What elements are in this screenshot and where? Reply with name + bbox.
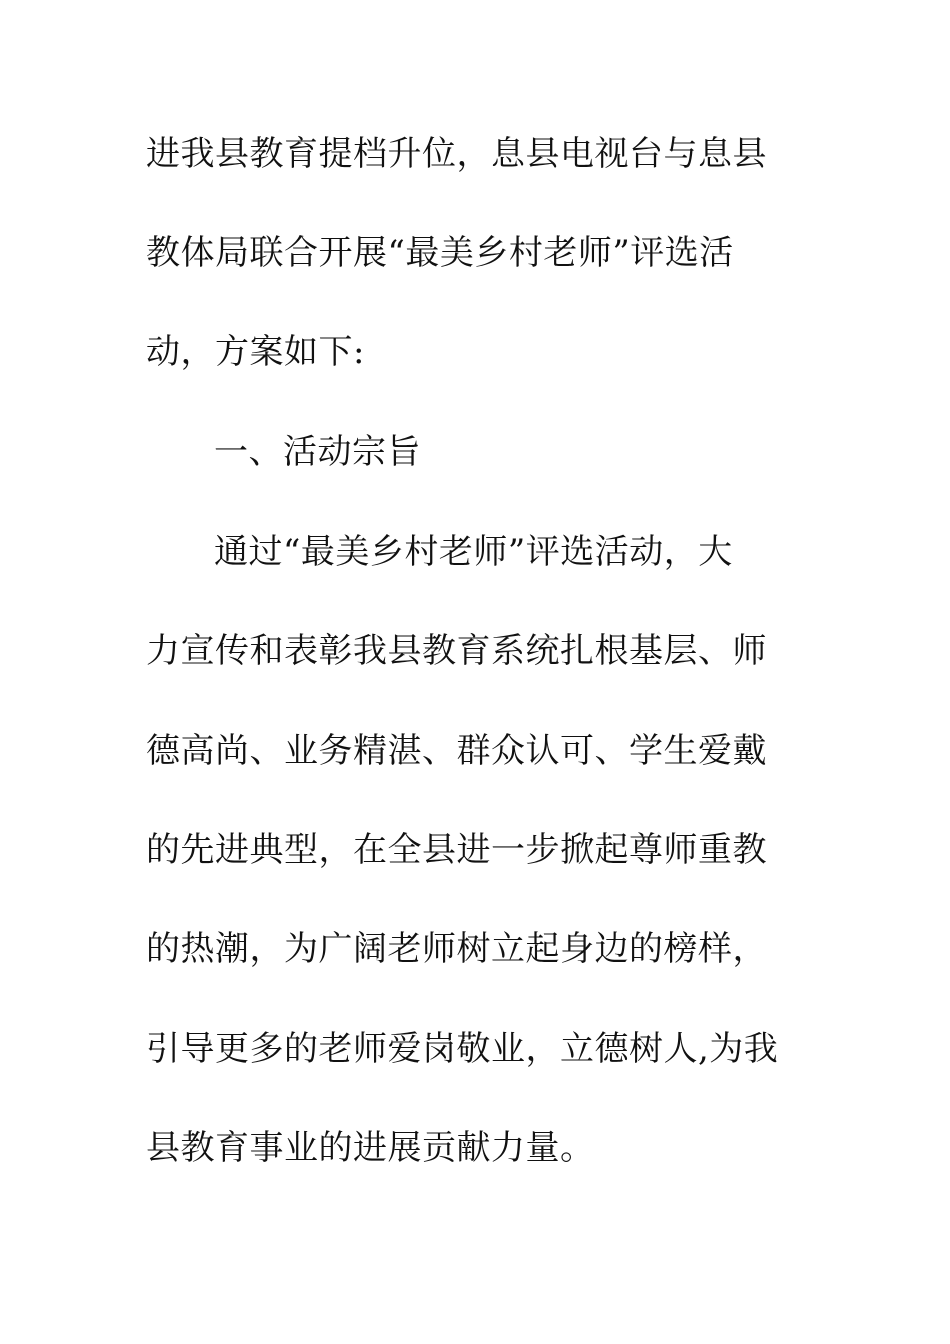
section-heading: 一、活动宗旨 — [214, 432, 421, 472]
body-text-line: 引导更多的老师爱岗敬业，立德树人,为我 — [146, 1029, 779, 1069]
body-text-line: 通过“最美乡村老师”评选活动，大 — [214, 532, 733, 572]
body-text-line: 德高尚、业务精湛、群众认可、学生爱戴 — [146, 731, 767, 771]
body-text-line: 的热潮，为广阔老师树立起身边的榜样， — [146, 929, 767, 969]
body-text-line: 的先进典型，在全县进一步掀起尊师重教 — [146, 830, 767, 870]
body-text-line: 力宣传和表彰我县教育系统扎根基层、师 — [146, 631, 767, 671]
body-text-line: 教体局联合开展“最美乡村老师”评选活 — [146, 233, 734, 273]
body-text-line: 进我县教育提档升位，息县电视台与息县 — [146, 134, 767, 174]
body-text-line: 县教育事业的进展贡献力量。 — [146, 1128, 595, 1168]
body-text-line: 动，方案如下: — [146, 332, 365, 372]
